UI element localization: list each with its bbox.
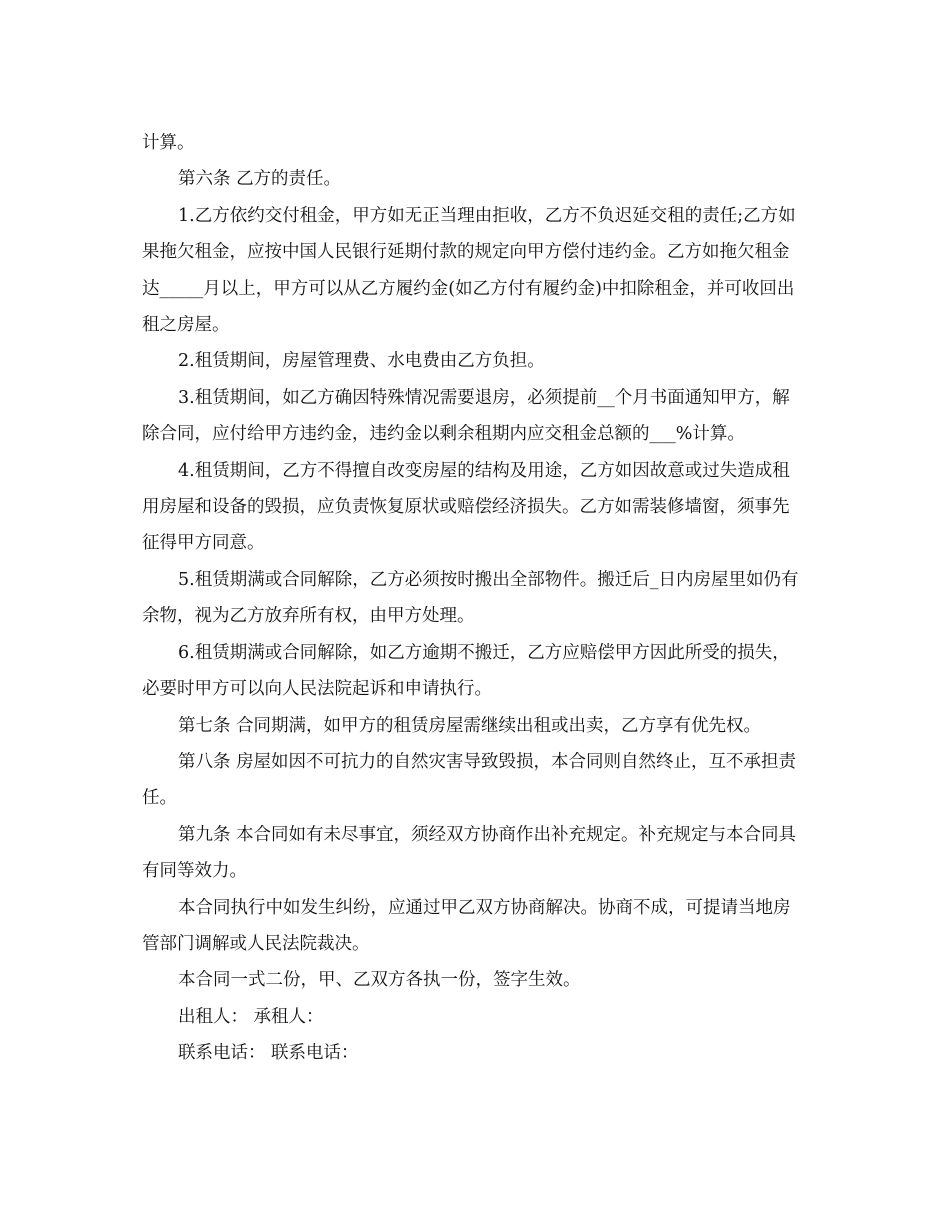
paragraph-article-6-item-4: 4.租赁期间，乙方不得擅自改变房屋的结构及用途，乙方如因故意或过失造成租用房屋和设备的毁损，应负责恢复原状或赔偿经济损失。乙方如需装修墙窗，须事先征得甲方同意。 [142,460,790,554]
paragraph-article-8: 第八条 房屋如因不可抗力的自然灾害导致毁损，本合同则自然终止，互不承担责任。 [142,751,797,809]
signature-parties-line: 出租人： 承租人： [178,1006,324,1027]
paragraph-dispute-resolution: 本合同执行中如发生纠纷，应通过甲乙双方协商解决。协商不成，可提请当地房管部门调解或人民法院裁决。 [142,897,791,954]
paragraph-article-6-item-5: 5.租赁期满或合同解除，乙方必须按时搬出全部物件。搬迁后_日内房屋里如仍有余物，视为乙方放弃所有权，由甲方处理。 [142,569,799,627]
paragraph-article-7: 第七条 合同期满，如甲方的租赁房屋需继续出租或出卖，乙方享有优先权。 [178,715,762,736]
contact-phone-line: 联系电话： 联系电话： [178,1043,359,1064]
paragraph-calculation-end: 计算。 [142,133,195,153]
paragraph-article-9: 第九条 本合同如有未尽事宜，须经双方协商作出补充规定。补充规定与本合同具有同等效力。 [142,824,797,882]
paragraph-article-6-item-1: 1.乙方依约交付租金，甲方如无正当理由拒收，乙方不负迟延交租的责任;乙方如果拖欠租金，应按中国人民银行延期付款的规定向甲方偿付违约金。乙方如拖欠租金达_____月以上，甲方可以从乙方履约金(如乙方付有履约金)中扣除租金，并可收回出租之房屋。 [142,205,796,336]
paragraph-article-6-item-2: 2.租赁期间，房屋管理费、水电费由乙方负担。 [178,351,545,372]
contract-body [142,125,802,1072]
paragraph-article-6-item-6: 6.租赁期满或合同解除，如乙方逾期不搬迁，乙方应赔偿甲方因此所受的损失，必要时甲方可以向人民法院起诉和申请执行。 [142,642,790,700]
paragraph-article-6-title: 第六条 乙方的责任。 [178,169,342,190]
paragraph-article-6-item-3: 3.租赁期间，如乙方确因特殊情况需要退房，必须提前__个月书面通知甲方，解除合同，应付给甲方违约金，违约金以剩余租期内应交租金总额的___%计算。 [142,387,790,445]
paragraph-copies-and-effect: 本合同一式二份，甲、乙双方各执一份，签字生效。 [178,970,581,991]
